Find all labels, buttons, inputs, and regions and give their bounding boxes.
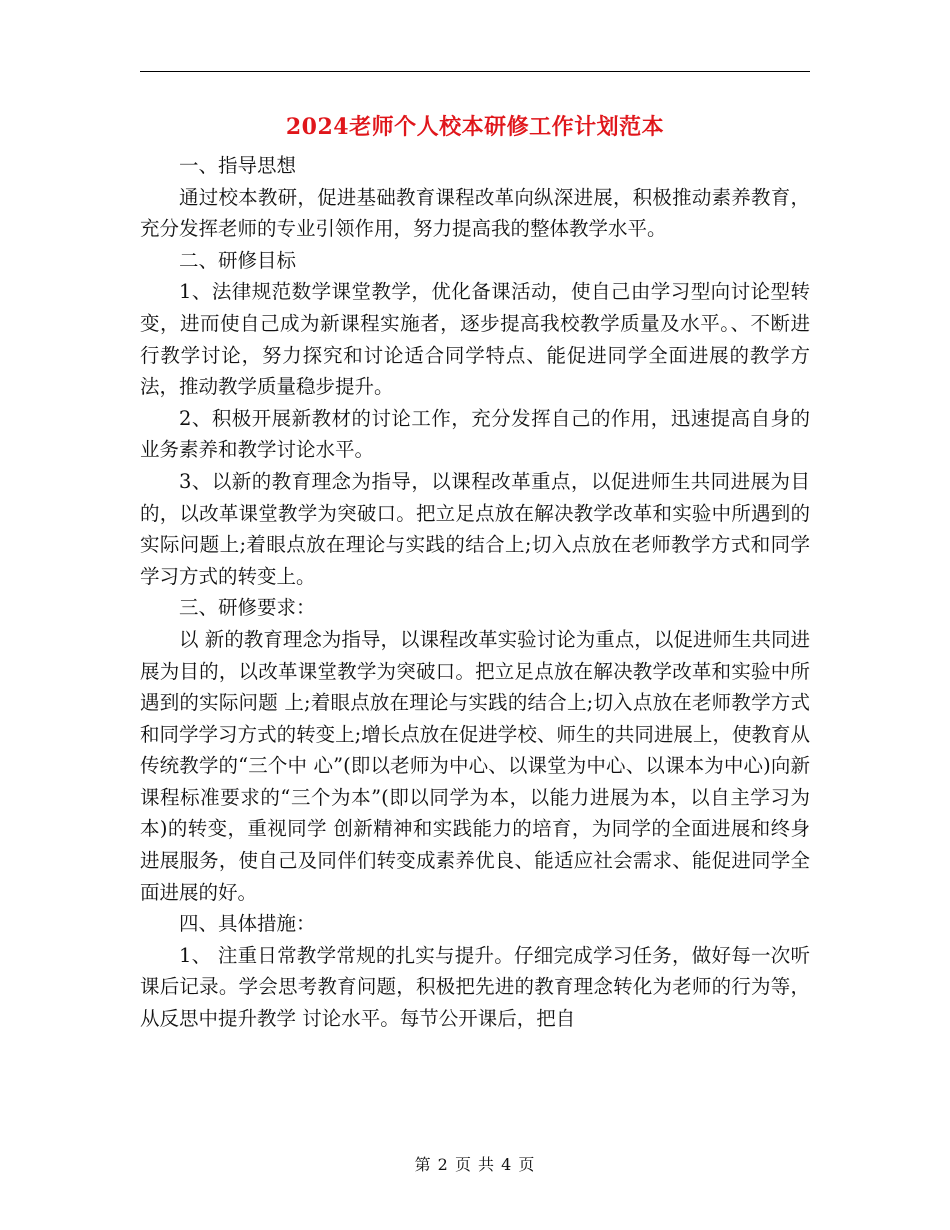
document-title: 2024老师个人校本研修工作计划范本 [285,114,665,140]
heading-training-requirements: 三、研修要求： [179,596,316,620]
header-rule [140,71,810,72]
paragraph-goal-3: 3、以新的教育理念为指导，以课程改革重点，以促进师生共同进展为目的，以改革课堂教学为突破口。把立足点放在解决教学改革和实验中所遇到的实际问题上;着眼点放在理论与实践的结合上;切入点放在老师教学方式和同学学习方式的转变上。 [140,469,810,588]
paragraph-goal-2: 2、积极开展新教材的讨论工作，充分发挥自己的作用，迅速提高自身的业务素养和教学讨论水平。 [140,406,810,462]
paragraph-requirements: 以 新的教育理念为指导，以课程改革实验讨论为重点，以促进师生共同进展为目的，以改革课堂教学为突破口。把立足点放在解决教学改革和实验中所遇到的实际问题 上;着眼点放在理论与实践的结合上;切入点放在老师教学方式和同学学习方式的转变上;增长点放在促进学校、师生的共同进展上，使教育从传统教学的“三个中 心”(即以老师为中心、以课堂为中心、以课本为中心)向新课程标准要求的“三个为本”(即以同学为本，以能力进展为本，以自主学习为本)的转变，重视同学 创新精神和实践能力的培育，为同学的全面进展和终身进展服务，使自己及同伴们转变成素养优良、能适应社会需求、能促进同学全面进展的好。 [140,627,810,904]
heading-specific-measures: 四、具体措施： [179,912,316,936]
document-body [140,150,810,1035]
paragraph-guiding-ideology: 通过校本教研，促进基础教育课程改革向纵深进展，积极推动素养教育，充分发挥老师的专业引领作用，努力提高我的整体教学水平。 [140,185,810,241]
paragraph-goal-1: 1、法律规范数学课堂教学，优化备课活动，使自己由学习型向讨论型转变，进而使自己成为新课程实施者，逐步提高我校教学质量及水平。、不断进行教学讨论，努力探究和讨论适合同学特点、能促进同学全面进展的教学方法，推动教学质量稳步提升。 [140,280,810,399]
paragraph-measure-1: 1、 注重日常教学常规的扎实与提升。仔细完成学习任务，做好每一次听课后记录。学会思考教育问题，积极把先进的教育理念转化为老师的行为等，从反思中提升教学 讨论水平。每节公开课后，把自 [140,943,810,1031]
heading-guiding-ideology: 一、指导思想 [179,154,297,177]
heading-training-goals: 二、研修目标 [179,248,297,272]
page-number-footer: 第 2 页 共 4 页 [414,1155,536,1174]
